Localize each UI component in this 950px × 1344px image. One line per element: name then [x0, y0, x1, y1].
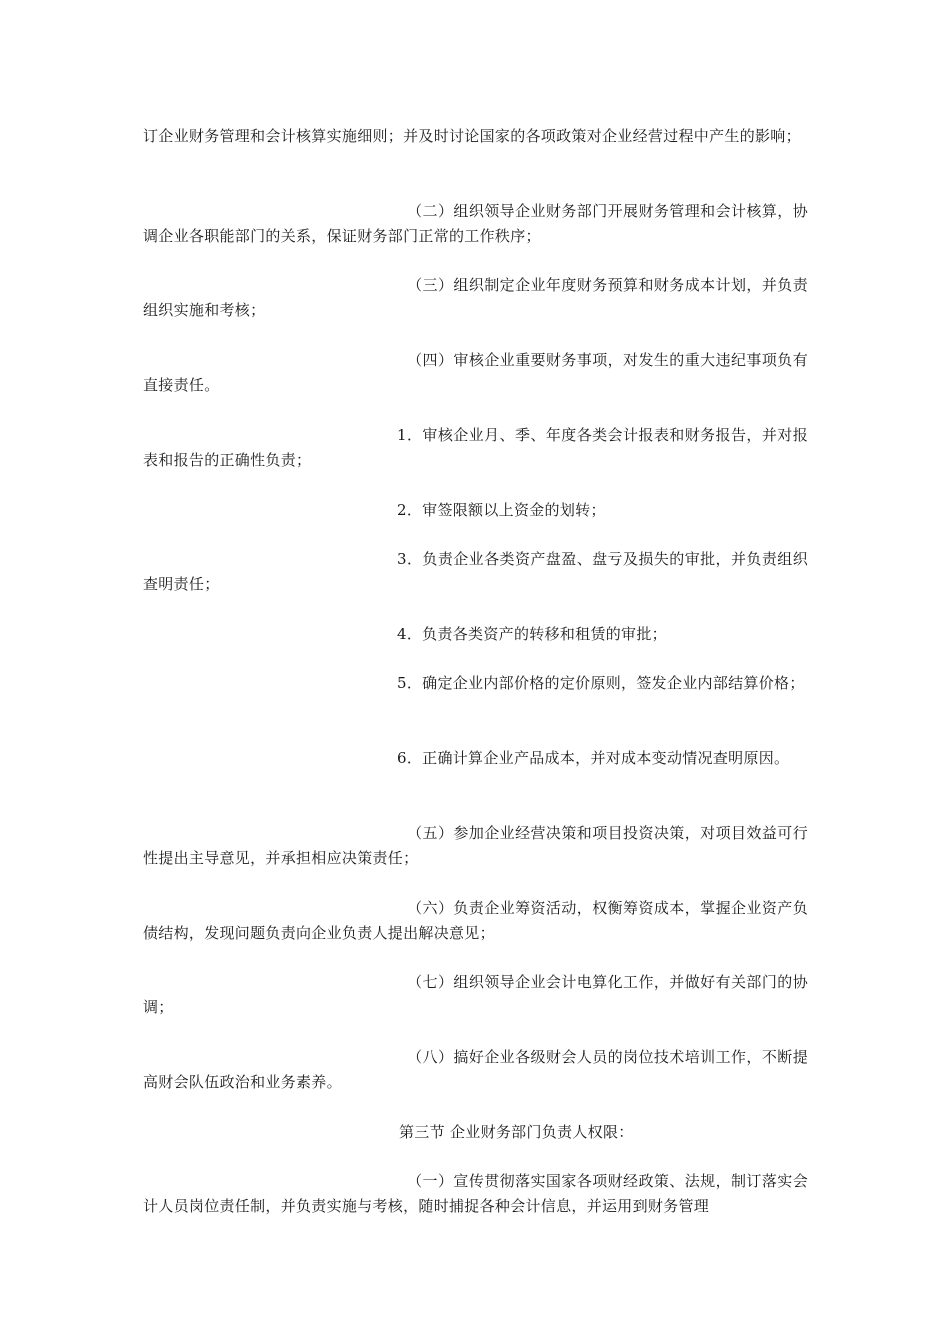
paragraph-section3-item-1: （一）宣传贯彻落实国家各项财经政策、法规，制订落实会计人员岗位责任制，并负责实施与考核，随时捕捉各种会计信息，并运用到财务管理 [143, 1172, 808, 1215]
paragraph-subitem-1: 1．审核企业月、季、年度各类会计报表和财务报告，并对报表和报告的正确性负责； [143, 426, 808, 469]
section-heading: 第三节 企业财务部门负责人权限： [399, 1123, 634, 1141]
paragraph-subitem-3: 3．负责企业各类资产盘盈、盘亏及损失的审批，并负责组织查明责任； [143, 550, 808, 593]
paragraph-item-7: （七）组织领导企业会计电算化工作，并做好有关部门的协调； [143, 973, 808, 1016]
paragraph-subitem-4: 4．负责各类资产的转移和租赁的审批； [397, 625, 667, 643]
paragraph-subitem-6: 6．正确计算企业产品成本，并对成本变动情况查明原因。 [397, 749, 790, 767]
paragraph-subitem-5: 5．确定企业内部价格的定价原则，签发企业内部结算价格； [397, 674, 805, 692]
paragraph-item-6: （六）负责企业筹资活动，权衡筹资成本，掌握企业资产负债结构，发现问题负责向企业负责人提出解决意见； [143, 899, 808, 942]
paragraph-item-2: （二）组织领导企业财务部门开展财务管理和会计核算，协调企业各职能部门的关系，保证财务部门正常的工作秩序； [143, 202, 808, 245]
paragraph-item-4: （四）审核企业重要财务事项，对发生的重大违纪事项负有直接责任。 [143, 351, 808, 394]
paragraph-item-3: （三）组织制定企业年度财务预算和财务成本计划，并负责组织实施和考核； [143, 276, 808, 319]
paragraph-subitem-2: 2．审签限额以上资金的划转； [397, 501, 606, 519]
paragraph-item-5: （五）参加企业经营决策和项目投资决策，对项目效益可行性提出主导意见，并承担相应决策责任； [143, 824, 808, 867]
paragraph-item-8: （八）搞好企业各级财会人员的岗位技术培训工作，不断提高财会队伍政治和业务素养。 [143, 1048, 808, 1091]
paragraph-continued: 订企业财务管理和会计核算实施细则；并及时讨论国家的各项政策对企业经营过程中产生的影响； [143, 127, 801, 145]
